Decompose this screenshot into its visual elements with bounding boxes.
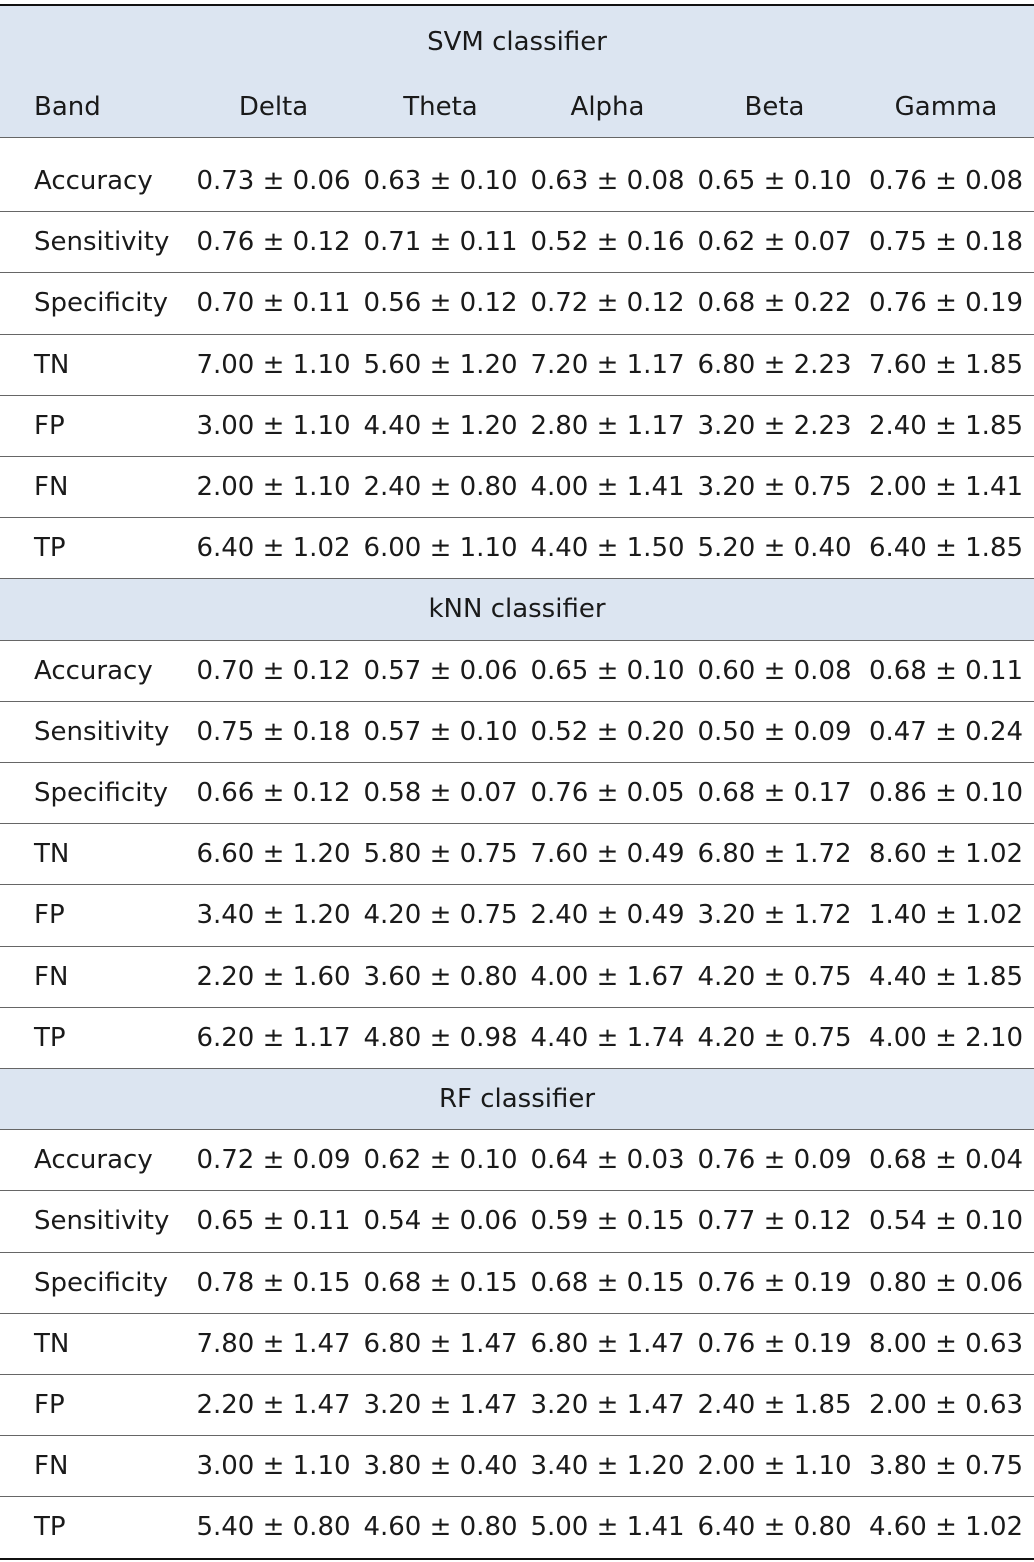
- table-cell: 0.65 ± 0.10: [530, 655, 685, 686]
- table-cell: 5.60 ± 1.20: [363, 349, 518, 380]
- row-label: TN: [34, 1328, 70, 1359]
- section-header-row: [0, 1069, 1034, 1130]
- table-cell: 0.68 ± 0.04: [868, 1145, 1024, 1176]
- table-cell: 7.20 ± 1.17: [530, 349, 685, 380]
- table-cell: 5.40 ± 0.80: [196, 1512, 351, 1543]
- table-cell: 2.40 ± 0.49: [530, 900, 685, 931]
- table-row: [0, 212, 1034, 273]
- table-cell: 2.00 ± 1.41: [868, 472, 1024, 503]
- table-row: [0, 702, 1034, 763]
- table-cell: 3.40 ± 1.20: [530, 1451, 685, 1482]
- table-cell: 0.54 ± 0.06: [363, 1206, 518, 1237]
- table-row: [0, 396, 1034, 457]
- table-cell: 0.76 ± 0.19: [697, 1328, 852, 1359]
- table-cell: 0.68 ± 0.22: [697, 288, 852, 319]
- table-cell: 5.20 ± 0.40: [697, 533, 852, 564]
- row-label: TP: [34, 533, 66, 564]
- table-cell: 0.80 ± 0.06: [868, 1267, 1024, 1298]
- table-cell: 1.40 ± 1.02: [868, 900, 1024, 931]
- table-row: [0, 335, 1034, 396]
- table-cell: 0.62 ± 0.10: [363, 1145, 518, 1176]
- table-cell: 2.00 ± 1.10: [196, 472, 351, 503]
- table-title-row: [0, 4, 1034, 78]
- table-cell: 0.70 ± 0.12: [196, 655, 351, 686]
- table-cell: 0.68 ± 0.17: [697, 778, 852, 809]
- row-label: Specificity: [34, 778, 168, 809]
- row-label: TP: [34, 1022, 66, 1053]
- row-label: Specificity: [34, 288, 168, 319]
- table-cell: 0.60 ± 0.08: [697, 655, 852, 686]
- table-row: [0, 885, 1034, 946]
- column-header-gamma: Gamma: [894, 91, 998, 122]
- table-cell: 3.20 ± 2.23: [697, 410, 852, 441]
- table-cell: 7.60 ± 0.49: [530, 839, 685, 870]
- table-cell: 6.40 ± 0.80: [697, 1512, 852, 1543]
- row-label: FN: [34, 961, 69, 992]
- row-label: FN: [34, 472, 69, 503]
- table-cell: 0.76 ± 0.19: [868, 288, 1024, 319]
- table-cell: 7.00 ± 1.10: [196, 349, 351, 380]
- table-cell: 3.00 ± 1.10: [196, 1451, 351, 1482]
- table-row: [0, 824, 1034, 885]
- table-cell: 3.20 ± 1.72: [697, 900, 852, 931]
- table-cell: 4.60 ± 1.02: [868, 1512, 1024, 1543]
- row-label: Sensitivity: [34, 1206, 170, 1237]
- table-cell: 0.68 ± 0.11: [868, 655, 1024, 686]
- table-cell: 0.50 ± 0.09: [697, 716, 852, 747]
- table-cell: 3.20 ± 1.47: [363, 1390, 518, 1421]
- table-cell: 3.80 ± 0.75: [868, 1451, 1024, 1482]
- table-cell: 0.54 ± 0.10: [868, 1206, 1024, 1237]
- section-title: RF classifier: [438, 1084, 596, 1115]
- row-label: Accuracy: [34, 166, 153, 197]
- table-cell: 4.60 ± 0.80: [363, 1512, 518, 1543]
- table-cell: 4.40 ± 1.85: [868, 961, 1024, 992]
- column-header-beta: Beta: [744, 91, 805, 122]
- table-title: SVM classifier: [427, 26, 607, 57]
- table-cell: 0.76 ± 0.09: [697, 1145, 852, 1176]
- table-cell: 6.80 ± 1.72: [697, 839, 852, 870]
- table-cell: 4.00 ± 1.41: [530, 472, 685, 503]
- table-cell: 6.80 ± 1.47: [530, 1328, 685, 1359]
- table-cell: 4.20 ± 0.75: [363, 900, 518, 931]
- table-cell: 2.20 ± 1.47: [196, 1390, 351, 1421]
- table-cell: 8.60 ± 1.02: [868, 839, 1024, 870]
- table-cell: 3.40 ± 1.20: [196, 900, 351, 931]
- table-cell: 0.64 ± 0.03: [530, 1145, 685, 1176]
- table-cell: 6.80 ± 2.23: [697, 349, 852, 380]
- table-cell: 0.52 ± 0.20: [530, 716, 685, 747]
- table-row: [0, 151, 1034, 212]
- table-cell: 0.76 ± 0.19: [697, 1267, 852, 1298]
- row-label: FP: [34, 900, 65, 931]
- table-cell: 0.59 ± 0.15: [530, 1206, 685, 1237]
- table-cell: 0.76 ± 0.05: [530, 778, 685, 809]
- table-cell: 4.40 ± 1.20: [363, 410, 518, 441]
- row-label: FP: [34, 1390, 65, 1421]
- table-cell: 2.40 ± 1.85: [697, 1390, 852, 1421]
- table-cell: 4.80 ± 0.98: [363, 1022, 518, 1053]
- table-row: [0, 763, 1034, 824]
- table-cell: 0.62 ± 0.07: [697, 227, 852, 258]
- row-label: TN: [34, 839, 70, 870]
- table-cell: 7.60 ± 1.85: [868, 349, 1024, 380]
- table-cell: 6.80 ± 1.47: [363, 1328, 518, 1359]
- table-cell: 3.20 ± 0.75: [697, 472, 852, 503]
- table-cell: 0.52 ± 0.16: [530, 227, 685, 258]
- table-cell: 0.76 ± 0.08: [868, 166, 1024, 197]
- table-cell: 0.73 ± 0.06: [196, 166, 351, 197]
- table-cell: 0.63 ± 0.10: [363, 166, 518, 197]
- table-cell: 0.63 ± 0.08: [530, 166, 685, 197]
- table-cell: 0.71 ± 0.11: [363, 227, 518, 258]
- table-cell: 4.00 ± 2.10: [868, 1022, 1024, 1053]
- column-header-band: Band: [34, 91, 101, 122]
- table-cell: 0.75 ± 0.18: [196, 716, 351, 747]
- row-label: FP: [34, 410, 65, 441]
- row-label: Accuracy: [34, 1145, 153, 1176]
- row-label: TP: [34, 1512, 66, 1543]
- row-label: Sensitivity: [34, 716, 170, 747]
- table-cell: 0.76 ± 0.12: [196, 227, 351, 258]
- table-cell: 6.00 ± 1.10: [363, 533, 518, 564]
- table-cell: 6.60 ± 1.20: [196, 839, 351, 870]
- table-cell: 0.57 ± 0.10: [363, 716, 518, 747]
- row-label: Specificity: [34, 1267, 168, 1298]
- section-header-row: [0, 579, 1034, 640]
- table-cell: 0.47 ± 0.24: [868, 716, 1024, 747]
- table-cell: 0.75 ± 0.18: [868, 227, 1024, 258]
- table-cell: 0.68 ± 0.15: [530, 1267, 685, 1298]
- row-label: Accuracy: [34, 655, 153, 686]
- table-cell: 3.00 ± 1.10: [196, 410, 351, 441]
- table-row: [0, 1008, 1034, 1069]
- table-cell: 0.86 ± 0.10: [868, 778, 1024, 809]
- table-cell: 5.80 ± 0.75: [363, 839, 518, 870]
- table-cell: 0.65 ± 0.10: [697, 166, 852, 197]
- table-row: [0, 1130, 1034, 1191]
- column-header-alpha: Alpha: [570, 91, 645, 122]
- table-row: [0, 1253, 1034, 1314]
- table-cell: 5.00 ± 1.41: [530, 1512, 685, 1543]
- table-cell: 2.80 ± 1.17: [530, 410, 685, 441]
- table-row: [0, 1436, 1034, 1497]
- table-header-row: [0, 76, 1034, 138]
- table-cell: 0.70 ± 0.11: [196, 288, 351, 319]
- table-cell: 6.40 ± 1.02: [196, 533, 351, 564]
- table-cell: 7.80 ± 1.47: [196, 1328, 351, 1359]
- table-cell: 3.80 ± 0.40: [363, 1451, 518, 1482]
- row-label: FN: [34, 1451, 69, 1482]
- table-cell: 0.77 ± 0.12: [697, 1206, 852, 1237]
- table-cell: 0.72 ± 0.12: [530, 288, 685, 319]
- table-cell: 0.66 ± 0.12: [196, 778, 351, 809]
- table-row: [0, 273, 1034, 334]
- table-cell: 4.40 ± 1.74: [530, 1022, 685, 1053]
- table-cell: 8.00 ± 0.63: [868, 1328, 1024, 1359]
- table-cell: 2.40 ± 1.85: [868, 410, 1024, 441]
- table-cell: 2.20 ± 1.60: [196, 961, 351, 992]
- row-label: Sensitivity: [34, 227, 170, 258]
- table-cell: 0.78 ± 0.15: [196, 1267, 351, 1298]
- table-row: [0, 641, 1034, 702]
- table-cell: 0.65 ± 0.11: [196, 1206, 351, 1237]
- table-row: [0, 518, 1034, 579]
- table-cell: 6.40 ± 1.85: [868, 533, 1024, 564]
- table-cell: 0.56 ± 0.12: [363, 288, 518, 319]
- column-header-theta: Theta: [403, 91, 478, 122]
- table-row: [0, 1191, 1034, 1252]
- table-cell: 0.57 ± 0.06: [363, 655, 518, 686]
- table-cell: 3.20 ± 1.47: [530, 1390, 685, 1421]
- section-title: kNN classifier: [428, 594, 606, 625]
- table-row: [0, 457, 1034, 518]
- table-cell: 0.72 ± 0.09: [196, 1145, 351, 1176]
- table-cell: 3.60 ± 0.80: [363, 961, 518, 992]
- table-cell: 4.00 ± 1.67: [530, 961, 685, 992]
- table-cell: 0.58 ± 0.07: [363, 778, 518, 809]
- table-row: [0, 1375, 1034, 1436]
- table-row: [0, 1497, 1034, 1559]
- table-cell: 2.00 ± 1.10: [697, 1451, 852, 1482]
- table-cell: 2.40 ± 0.80: [363, 472, 518, 503]
- table-row: [0, 1314, 1034, 1375]
- column-header-delta: Delta: [238, 91, 309, 122]
- table-cell: 4.20 ± 0.75: [697, 1022, 852, 1053]
- table-cell: 4.40 ± 1.50: [530, 533, 685, 564]
- table-cell: 6.20 ± 1.17: [196, 1022, 351, 1053]
- table-cell: 4.20 ± 0.75: [697, 961, 852, 992]
- table-cell: 2.00 ± 0.63: [868, 1390, 1024, 1421]
- row-label: TN: [34, 349, 70, 380]
- table-row: [0, 947, 1034, 1008]
- table-cell: 0.68 ± 0.15: [363, 1267, 518, 1298]
